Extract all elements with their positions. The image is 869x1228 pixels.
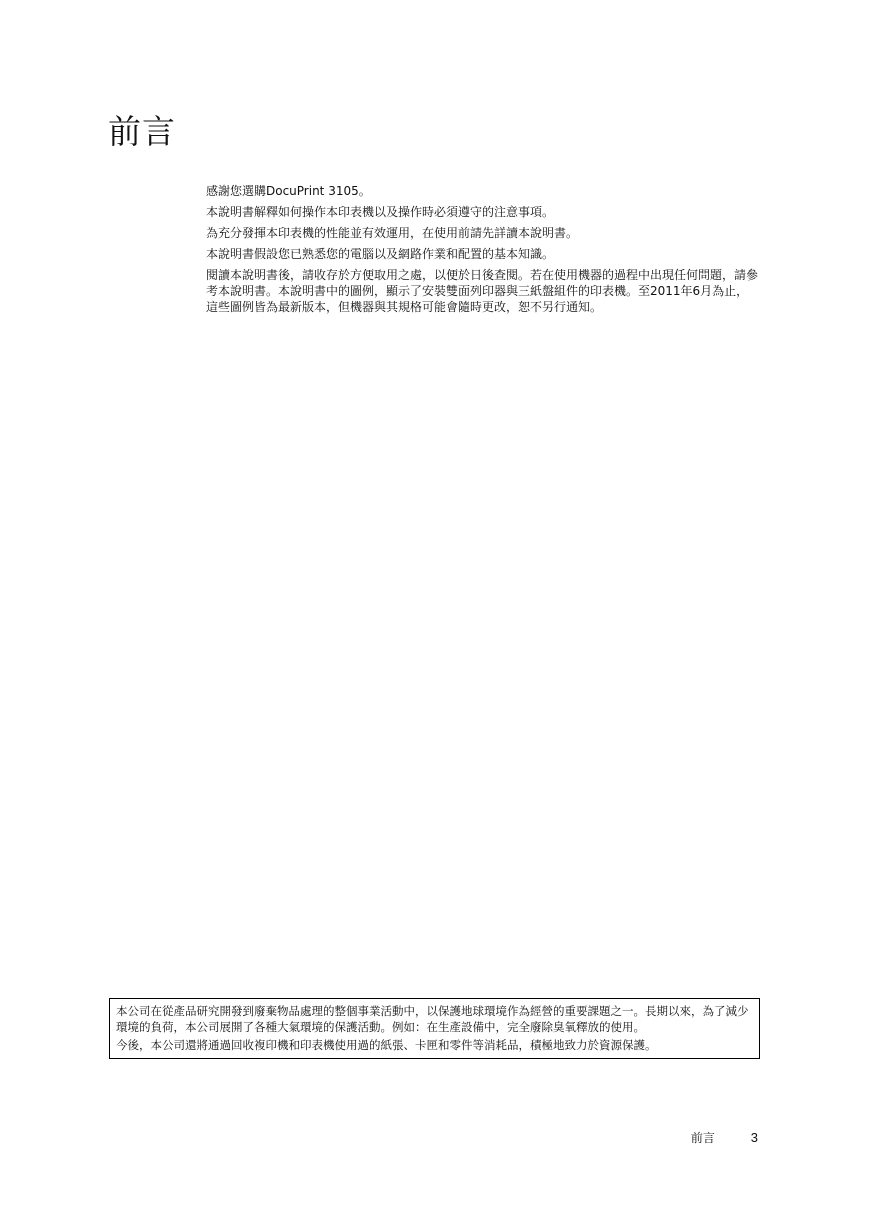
footer-section-label: 前言 xyxy=(690,1131,715,1145)
intro-section xyxy=(206,183,760,320)
page-footer xyxy=(691,1130,758,1146)
page-title: 前言 xyxy=(108,112,176,151)
notice-paragraph: 本公司在從產品研究開發到廢棄物品處理的整個事業活動中，以保護地球環境作為經營的重要課題之一。長期以來，為了減少環境的負荷，本公司展開了各種大氣環境的保護活動。例如：在生產設備中，完全廢除臭氧釋放的使用。 xyxy=(116,1004,749,1034)
intro-paragraph: 本說明書解釋如何操作本印表機以及操作時必須遵守的注意事項。 xyxy=(206,205,555,219)
intro-paragraph: 感謝您選購DocuPrint 3105。 xyxy=(206,184,371,198)
intro-paragraph: 本說明書假設您已熟悉您的電腦以及網路作業和配置的基本知識。 xyxy=(206,247,555,261)
notice-paragraph: 今後，本公司還將通過回收複印機和印表機使用過的紙張、卡匣和零件等消耗品，積極地致力於資源保護。 xyxy=(116,1038,657,1052)
intro-paragraph: 為充分發揮本印表機的性能並有效運用，在使用前請先詳讀本說明書。 xyxy=(206,226,579,240)
environment-notice-box xyxy=(109,998,760,1059)
intro-paragraph: 閱讀本說明書後，請收存於方便取用之處，以便於日後查閱。若在使用機器的過程中出現任何問題，請參考本說明書。本說明書中的圖例，顯示了安裝雙面列印器與三紙盤組件的印表機。至2011年6月為止，這些圖例皆為最新版本，但機器與其規格可能會隨時更改，恕不另行通知。 xyxy=(206,268,759,314)
page-number: 3 xyxy=(750,1130,758,1145)
